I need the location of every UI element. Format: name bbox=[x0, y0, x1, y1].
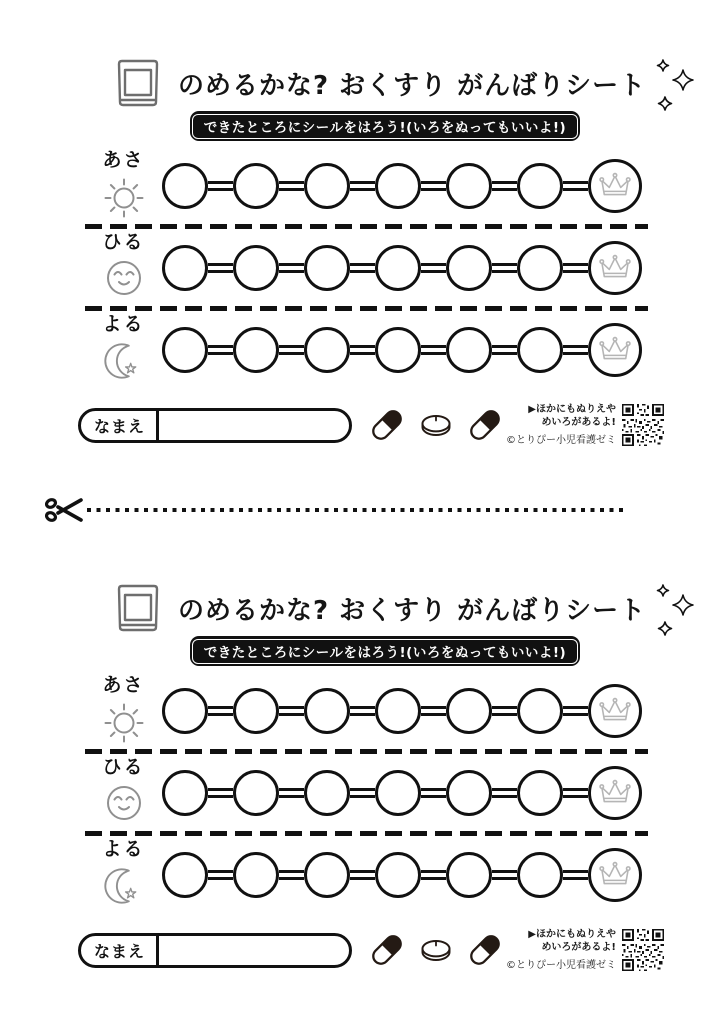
qr-code bbox=[622, 929, 664, 971]
progress-circle[interactable] bbox=[233, 852, 279, 898]
progress-circle[interactable] bbox=[162, 163, 208, 209]
cut-dotted-line bbox=[87, 508, 628, 512]
progress-circle[interactable] bbox=[233, 770, 279, 816]
chain-connector bbox=[421, 181, 446, 191]
row-night-label: よる bbox=[102, 838, 145, 860]
row-morning-label: あさ bbox=[102, 149, 145, 171]
row-morning-label-col bbox=[85, 149, 162, 220]
row-noon-label: ひる bbox=[102, 231, 145, 253]
banner-row bbox=[0, 111, 724, 141]
chain-connector bbox=[279, 345, 304, 355]
progress-circle[interactable] bbox=[517, 852, 563, 898]
sheet-footer bbox=[78, 927, 650, 973]
progress-circle[interactable] bbox=[375, 245, 421, 291]
chain-connector bbox=[492, 345, 517, 355]
goal-circle[interactable] bbox=[588, 848, 642, 902]
promo-block bbox=[506, 403, 616, 448]
cut-line bbox=[45, 496, 628, 524]
chain-connector bbox=[279, 706, 304, 716]
progress-circle[interactable] bbox=[375, 688, 421, 734]
progress-circle[interactable] bbox=[304, 163, 350, 209]
promo-line-1: ▶ほかにもぬりえや bbox=[528, 928, 616, 940]
chain-connector bbox=[208, 263, 233, 273]
row-night-label: よる bbox=[102, 313, 145, 335]
progress-rows bbox=[0, 149, 724, 386]
row-noon-label-col bbox=[85, 231, 162, 300]
sheet-footer bbox=[78, 402, 650, 448]
chain-connector bbox=[563, 181, 588, 191]
name-input[interactable] bbox=[156, 411, 349, 440]
crown-icon bbox=[597, 860, 633, 890]
capsule-icon bbox=[464, 929, 506, 971]
progress-circle[interactable] bbox=[375, 852, 421, 898]
progress-circle[interactable] bbox=[375, 327, 421, 373]
tablet-icon bbox=[417, 937, 455, 964]
chain-connector bbox=[208, 706, 233, 716]
chain-connector bbox=[350, 181, 375, 191]
progress-chain-night bbox=[162, 848, 642, 902]
progress-circle[interactable] bbox=[233, 163, 279, 209]
progress-chain-noon bbox=[162, 766, 642, 820]
progress-circle[interactable] bbox=[162, 688, 208, 734]
chain-connector bbox=[208, 870, 233, 880]
sparkles-icon bbox=[654, 582, 698, 640]
progress-circle[interactable] bbox=[446, 688, 492, 734]
name-field-label: なまえ bbox=[94, 416, 146, 436]
progress-circle[interactable] bbox=[517, 245, 563, 291]
progress-circle[interactable] bbox=[233, 245, 279, 291]
chain-connector bbox=[350, 345, 375, 355]
row-separator bbox=[85, 224, 648, 229]
progress-circle[interactable] bbox=[304, 245, 350, 291]
banner-row bbox=[0, 636, 724, 666]
progress-circle[interactable] bbox=[162, 852, 208, 898]
chain-connector bbox=[563, 345, 588, 355]
progress-circle[interactable] bbox=[446, 770, 492, 816]
chain-connector bbox=[350, 263, 375, 273]
chain-connector bbox=[279, 788, 304, 798]
row-night bbox=[85, 838, 724, 911]
promo-line-1: ▶ほかにもぬりえや bbox=[528, 403, 616, 415]
promo-line-2: めいろがあるよ! bbox=[541, 417, 616, 429]
row-night bbox=[85, 313, 724, 386]
sparkles-icon bbox=[654, 57, 698, 115]
chain-connector bbox=[492, 870, 517, 880]
progress-circle[interactable] bbox=[446, 327, 492, 373]
goal-circle[interactable] bbox=[588, 684, 642, 738]
chain-connector bbox=[421, 263, 446, 273]
progress-circle[interactable] bbox=[304, 327, 350, 373]
row-morning bbox=[85, 149, 724, 222]
progress-circle[interactable] bbox=[446, 245, 492, 291]
progress-circle[interactable] bbox=[162, 770, 208, 816]
sun-icon bbox=[102, 174, 146, 220]
sheet-header bbox=[112, 55, 724, 111]
progress-circle[interactable] bbox=[517, 327, 563, 373]
crescent-moon-icon bbox=[103, 863, 145, 909]
row-noon bbox=[85, 231, 724, 304]
medicine-icons bbox=[366, 929, 506, 971]
chain-connector bbox=[208, 788, 233, 798]
chain-connector bbox=[350, 870, 375, 880]
progress-circle[interactable] bbox=[162, 245, 208, 291]
progress-circle[interactable] bbox=[517, 688, 563, 734]
copyright-text: ©とりぴー小児看護ゼミ bbox=[506, 959, 616, 971]
progress-circle[interactable] bbox=[517, 770, 563, 816]
promo-block bbox=[506, 928, 616, 973]
progress-circle[interactable] bbox=[304, 852, 350, 898]
sun-icon bbox=[102, 699, 146, 745]
capsule-icon bbox=[366, 929, 408, 971]
chain-connector bbox=[563, 788, 588, 798]
goal-circle[interactable] bbox=[588, 766, 642, 820]
chain-connector bbox=[279, 870, 304, 880]
chain-connector bbox=[421, 870, 446, 880]
progress-chain-night bbox=[162, 323, 642, 377]
chain-connector bbox=[492, 788, 517, 798]
row-separator bbox=[85, 831, 648, 836]
chain-connector bbox=[279, 263, 304, 273]
medicine-icons bbox=[366, 404, 506, 446]
copyright-text: ©とりぴー小児看護ゼミ bbox=[506, 434, 616, 446]
progress-rows bbox=[0, 674, 724, 911]
progress-circle[interactable] bbox=[446, 163, 492, 209]
chain-connector bbox=[350, 706, 375, 716]
chain-connector bbox=[421, 788, 446, 798]
row-separator bbox=[85, 306, 648, 311]
smiley-face-icon bbox=[102, 781, 146, 825]
medicine-cup-icon bbox=[112, 582, 164, 634]
medicine-sheet bbox=[0, 55, 724, 448]
instruction-banner: できたところにシールをはろう!(いろをぬってもいいよ!) bbox=[190, 111, 580, 141]
chain-connector bbox=[492, 181, 517, 191]
row-morning-label-col bbox=[85, 674, 162, 745]
chain-connector bbox=[421, 706, 446, 716]
progress-circle[interactable] bbox=[233, 688, 279, 734]
tablet-icon bbox=[417, 412, 455, 439]
progress-circle[interactable] bbox=[162, 327, 208, 373]
chain-connector bbox=[208, 345, 233, 355]
crown-icon bbox=[597, 696, 633, 726]
row-night-label-col bbox=[85, 838, 162, 909]
row-night-label-col bbox=[85, 313, 162, 384]
crown-icon bbox=[597, 778, 633, 808]
chain-connector bbox=[563, 870, 588, 880]
progress-circle[interactable] bbox=[304, 770, 350, 816]
chain-connector bbox=[421, 345, 446, 355]
progress-circle[interactable] bbox=[375, 163, 421, 209]
page-title: のめるかな? おくすり がんばりシート bbox=[178, 70, 647, 101]
name-field bbox=[78, 408, 352, 443]
progress-circle[interactable] bbox=[304, 688, 350, 734]
smiley-face-icon bbox=[102, 256, 146, 300]
capsule-icon bbox=[366, 404, 408, 446]
goal-circle[interactable] bbox=[588, 241, 642, 295]
medicine-sheet bbox=[0, 580, 724, 973]
name-input[interactable] bbox=[156, 936, 349, 965]
sheet-header bbox=[112, 580, 724, 636]
progress-circle[interactable] bbox=[446, 852, 492, 898]
chain-connector bbox=[563, 706, 588, 716]
progress-circle[interactable] bbox=[375, 770, 421, 816]
chain-connector bbox=[208, 181, 233, 191]
row-morning-label: あさ bbox=[102, 674, 145, 696]
promo-line-2: めいろがあるよ! bbox=[541, 942, 616, 954]
row-separator bbox=[85, 749, 648, 754]
medicine-cup-icon bbox=[112, 57, 164, 109]
capsule-icon bbox=[464, 404, 506, 446]
row-morning bbox=[85, 674, 724, 747]
chain-connector bbox=[492, 263, 517, 273]
goal-circle[interactable] bbox=[588, 159, 642, 213]
crown-icon bbox=[597, 335, 633, 365]
scissors-icon bbox=[45, 496, 83, 524]
instruction-banner: できたところにシールをはろう!(いろをぬってもいいよ!) bbox=[190, 636, 580, 666]
progress-circle[interactable] bbox=[233, 327, 279, 373]
chain-connector bbox=[279, 181, 304, 191]
goal-circle[interactable] bbox=[588, 323, 642, 377]
medicine-sheet-bottom bbox=[0, 580, 724, 973]
chain-connector bbox=[492, 706, 517, 716]
page-title: のめるかな? おくすり がんばりシート bbox=[178, 595, 647, 626]
chain-connector bbox=[563, 263, 588, 273]
crown-icon bbox=[597, 171, 633, 201]
crescent-moon-icon bbox=[103, 338, 145, 384]
name-field bbox=[78, 933, 352, 968]
row-noon-label-col bbox=[85, 756, 162, 825]
row-noon bbox=[85, 756, 724, 829]
qr-code bbox=[622, 404, 664, 446]
progress-circle[interactable] bbox=[517, 163, 563, 209]
progress-chain-morning bbox=[162, 684, 642, 738]
chain-connector bbox=[350, 788, 375, 798]
row-noon-label: ひる bbox=[102, 756, 145, 778]
medicine-sheet-top bbox=[0, 55, 724, 448]
progress-chain-noon bbox=[162, 241, 642, 295]
progress-chain-morning bbox=[162, 159, 642, 213]
name-field-label: なまえ bbox=[94, 941, 146, 961]
crown-icon bbox=[597, 253, 633, 283]
